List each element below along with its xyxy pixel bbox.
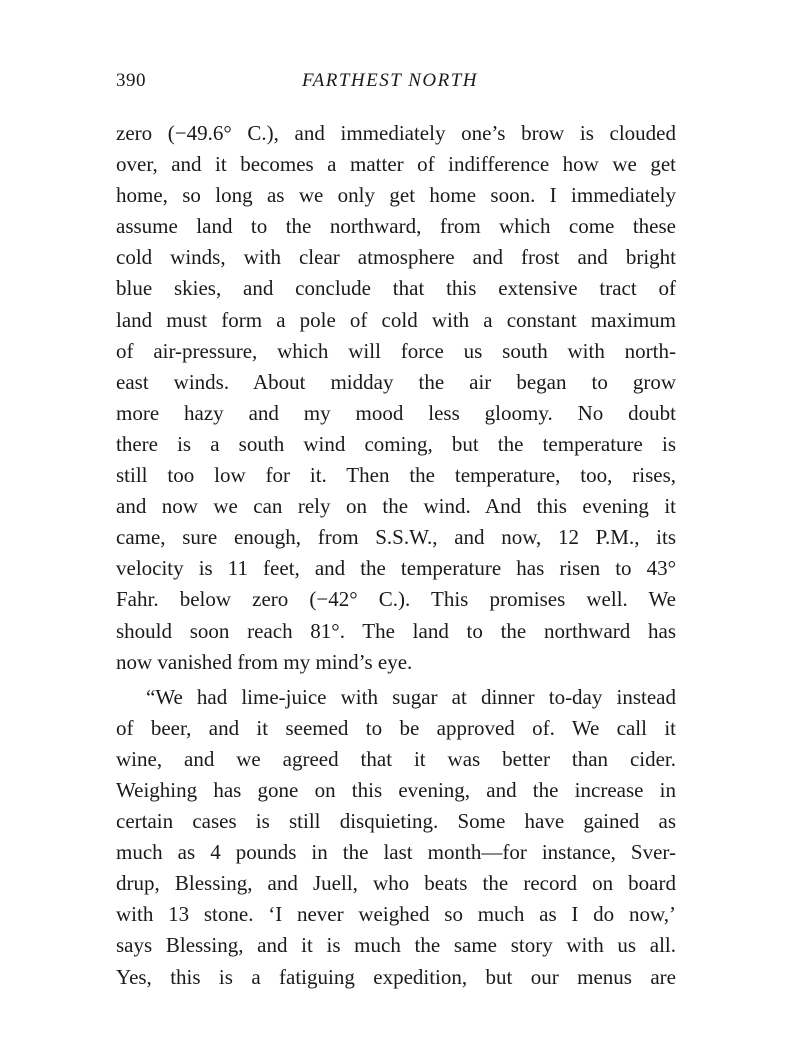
- text-line: says Blessing, and it is much the same story with us all.: [116, 933, 676, 958]
- text-line: of beer, and it seemed to be approved of. We call it: [116, 715, 676, 740]
- text-line: wine, and we agreed that it was better than cider.: [116, 746, 676, 771]
- text-line: should soon reach 81°. The land to the northward has: [116, 618, 676, 643]
- page-header: [116, 70, 676, 98]
- text-line: land must form a pole of cold with a constant maximum: [116, 307, 676, 332]
- text-line: over, and it becomes a matter of indifference how we get: [116, 152, 676, 177]
- paragraph-2: [116, 682, 676, 993]
- text-line: now vanished from my mind’s eye.: [116, 649, 413, 674]
- body-text: [116, 118, 676, 993]
- text-line: assume land to the northward, from which come these: [116, 214, 676, 239]
- text-line: of air-pressure, which will force us south with north-: [116, 338, 676, 363]
- text-line: blue skies, and conclude that this extensive tract of: [116, 276, 676, 301]
- text-line: cold winds, with clear atmosphere and frost and bright: [116, 245, 676, 270]
- text-line: and now we can rely on the wind. And this evening it: [116, 494, 676, 519]
- running-head: FARTHEST NORTH: [302, 70, 479, 91]
- text-line: Weighing has gone on this evening, and the increase in: [116, 777, 676, 802]
- text-line: Yes, this is a fatiguing expedition, but our menus are: [116, 964, 676, 989]
- text-line: Fahr. below zero (−42° C.). This promises well. We: [116, 587, 676, 612]
- text-line: zero (−49.6° C.), and immediately one’s brow is clouded: [116, 121, 676, 145]
- text-line: still too low for it. Then the temperature, too, rises,: [116, 463, 676, 488]
- text-line: much as 4 pounds in the last month—for instance, Sver-: [116, 840, 676, 865]
- text-line: with 13 stone. ‘I never weighed so much as I do now,’: [116, 902, 676, 927]
- text-line: “We had lime-juice with sugar at dinner to-day instead: [146, 684, 676, 709]
- text-line: velocity is 11 feet, and the temperature has risen to 43°: [116, 556, 676, 581]
- text-line: east winds. About midday the air began to grow: [116, 369, 676, 394]
- page-number: 390: [116, 70, 146, 91]
- text-line: certain cases is still disquieting. Some have gained as: [116, 809, 676, 834]
- text-line: home, so long as we only get home soon. I immediately: [116, 183, 676, 208]
- text-line: came, sure enough, from S.S.W., and now, 12 P.M., its: [116, 525, 676, 550]
- text-line: more hazy and my mood less gloomy. No doubt: [116, 400, 676, 425]
- text-line: drup, Blessing, and Juell, who beats the record on board: [116, 871, 676, 896]
- paragraph-1: [116, 118, 676, 678]
- text-line: there is a south wind coming, but the temperature is: [116, 431, 676, 456]
